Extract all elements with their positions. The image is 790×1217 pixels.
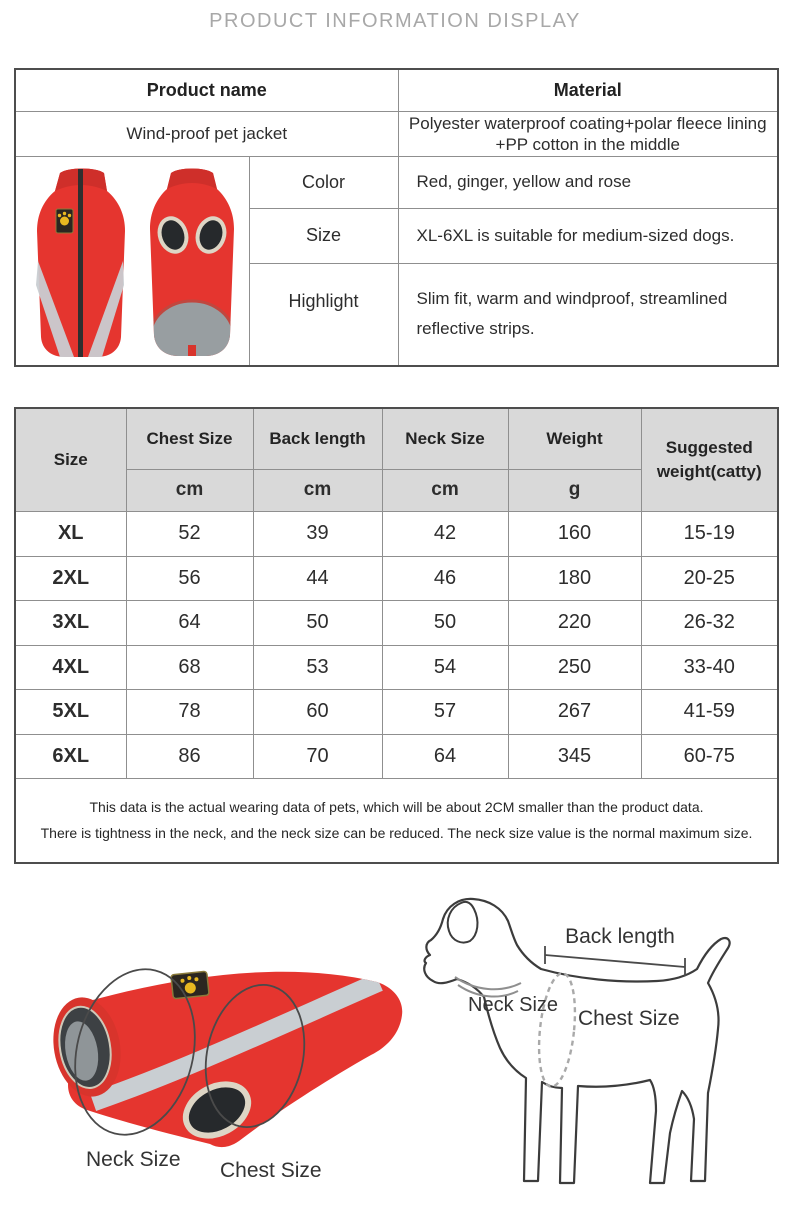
jacket-chest-size-label: Chest Size [220, 1159, 322, 1182]
highlight-label: Highlight [249, 263, 398, 366]
back-length-dimension-line [545, 946, 685, 976]
jacket-measurement-illustration [25, 952, 425, 1157]
dog-chest-size-label: Chest Size [578, 1007, 680, 1030]
product-jacket-image [16, 157, 248, 365]
table-row: 5XL 78 60 57 267 41-59 [15, 689, 778, 734]
unit-back: cm [253, 469, 382, 511]
paw-logo-icon [56, 209, 73, 233]
highlight-value: Slim fit, warm and windproof, streamlined reflective strips. [398, 263, 778, 366]
product-name-value: Wind-proof pet jacket [15, 111, 398, 156]
note-line: There is tightness in the neck, and the neck size can be reduced. The neck size value is the normal maximum size. [40, 825, 753, 842]
size-value: XL-6XL is suitable for medium-sized dogs. [398, 208, 778, 263]
material-value: Polyester waterproof coating+polar fleece lining +PP cotton in the middle [398, 111, 778, 156]
table-row: 4XL 68 53 54 250 33-40 [15, 645, 778, 689]
col-header-neck: Neck Size [382, 408, 508, 469]
size-chart-table [14, 407, 779, 864]
jacket-back-view [150, 168, 234, 365]
jacket-front-view [36, 168, 125, 357]
color-label: Color [249, 156, 398, 208]
product-name-header: Product name [15, 69, 398, 111]
product-image-cell [15, 156, 249, 366]
table-row: 2XL 56 44 46 180 20-25 [15, 556, 778, 600]
col-header-suggested: Suggested weight(catty) [641, 408, 778, 511]
info-table [14, 68, 779, 367]
table-row: XL 52 39 42 160 15-19 [15, 511, 778, 556]
color-value: Red, ginger, yellow and rose [398, 156, 778, 208]
dog-back-length-label: Back length [565, 925, 675, 948]
material-header: Material [398, 69, 778, 111]
col-header-chest: Chest Size [126, 408, 253, 469]
paw-logo-icon [171, 971, 209, 999]
table-row: 6XL 86 70 64 345 60-75 [15, 734, 778, 778]
table-row: 3XL 64 50 50 220 26-32 [15, 600, 778, 645]
dog-neck-size-label: Neck Size [468, 994, 559, 1016]
col-header-weight: Weight [508, 408, 641, 469]
col-header-back: Back length [253, 408, 382, 469]
jacket-neck-size-label: Neck Size [86, 1148, 181, 1171]
page-title: PRODUCT INFORMATION DISPLAY [209, 10, 581, 32]
col-header-size: Size [15, 408, 126, 511]
table-footnote [15, 778, 778, 863]
note-line: This data is the actual wearing data of pets, which will be about 2CM smaller than the product data. [89, 799, 704, 816]
size-label: Size [249, 208, 398, 263]
unit-weight: g [508, 469, 641, 511]
unit-neck: cm [382, 469, 508, 511]
unit-chest: cm [126, 469, 253, 511]
